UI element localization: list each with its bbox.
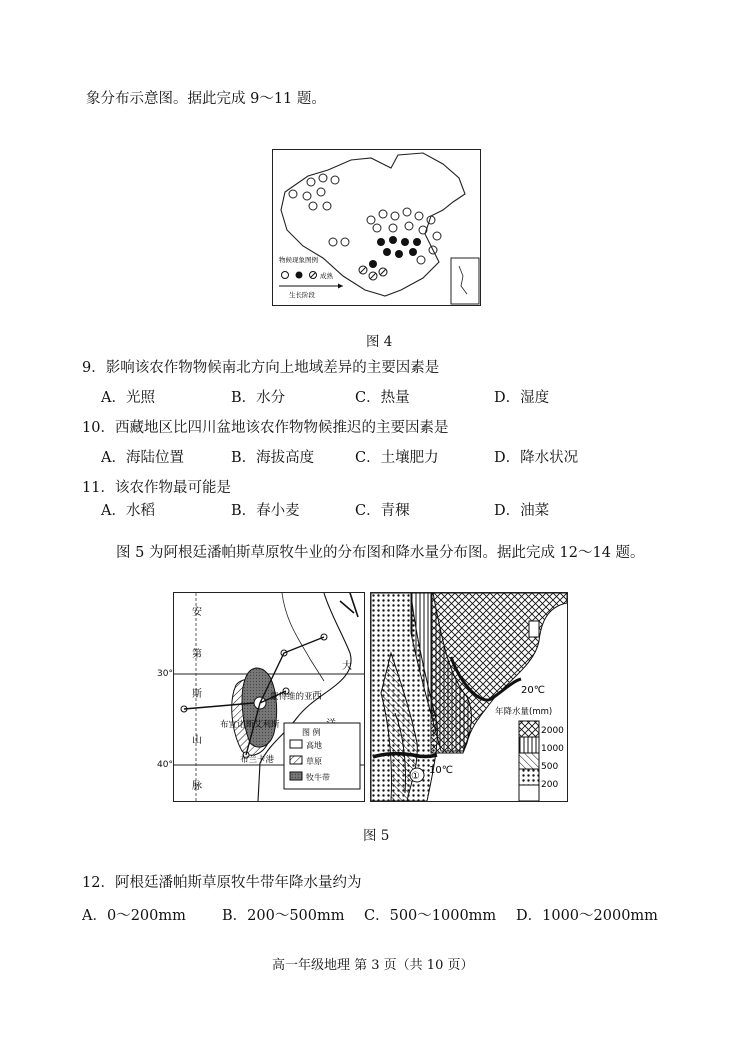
q9-option-a: A．光照 [101,390,155,406]
legend-upland: 高地 [306,741,322,750]
page-footer: 高一年级地理 第 3 页（共 10 页） [272,958,474,973]
intro-line: 象分布示意图。据此完成 9～11 题。 [86,91,326,107]
q11-stem: 11．该农作物最可能是 [82,480,231,496]
legend-arrow-label: 生长阶段 [289,291,315,299]
bahia-blanca-label: 布兰卡港 [240,755,275,765]
q12-stem: 12．阿根廷潘帕斯草原牧牛带年降水量约为 [82,875,362,891]
precip-2000: 2000 [541,726,564,736]
q9-stem: 9．影响该农作物物候南北方向上地域差异的主要因素是 [82,360,440,376]
lat-30-outer: 30° [157,669,173,679]
figure-4-caption: 图 4 [366,334,393,350]
andes-char-5: 脉 [192,781,202,792]
q12-option-d: D．1000～2000mm [516,908,658,924]
china-phenology-map [273,150,480,305]
precip-1000: 1000 [541,744,564,754]
figure-5-intro: 图 5 为阿根廷潘帕斯草原牧牛业的分布图和降水量分布图。据此完成 12～14 题。 [116,545,645,561]
q9-option-d: D．湿度 [494,390,550,406]
rosario-label: 蒙得维的亚 [270,692,313,702]
q10-option-b: B．海拔高度 [231,450,315,466]
q11-option-d: D．油菜 [494,503,550,519]
q10-option-a: A．海陆位置 [101,450,184,466]
figure-5-caption: 图 5 [363,828,390,844]
precip-500: 500 [541,762,559,772]
ocean-char-1: 大 [342,661,352,672]
figure-4-map [272,149,481,306]
q12-option-b: B．200～500mm [222,908,345,924]
legend-mature: 成熟 [320,272,333,280]
legend-title: 物候现象图例 [279,256,318,264]
andes-char-1: 安 [192,607,202,618]
q11-option-b: B．春小麦 [231,503,300,519]
precip-legend-title: 年降水量(mm) [495,707,553,717]
q9-option-b: B．水分 [231,390,286,406]
q10-stem: 10．西藏地区比四川盆地该农作物物候推迟的主要因素是 [82,420,449,436]
q12-option-a: A．0～200mm [82,908,186,924]
andes-char-3: 斯 [192,689,202,700]
buenos-aires-label: 布宜诺斯艾利斯 [220,720,280,730]
pampas-cattle-map-svg [174,593,364,801]
andes-char-4: 山 [192,735,202,746]
precip-200: 200 [541,780,559,790]
pampas-cattle-map [173,592,365,802]
mark-1: ① [411,771,420,782]
precipitation-map-svg [371,593,567,801]
ocean-char-2: 西 [312,691,322,702]
isotherm-10: 10℃ [429,765,453,776]
left-legend-title: 图 例 [302,728,321,737]
isotherm-20: 20℃ [521,685,545,696]
q12-option-c: C．500～1000mm [364,908,497,924]
legend-cattle-belt: 牧牛带 [306,773,330,782]
andes-char-2: 第 [192,649,202,660]
q10-option-d: D．降水状况 [494,450,579,466]
q10-option-c: C．土壤肥力 [355,450,439,466]
q11-option-c: C．青稞 [355,503,410,519]
legend-grassland: 草原 [306,757,322,766]
lat-40-outer: 40° [157,760,173,770]
q9-option-c: C．热量 [355,390,410,406]
precipitation-map [370,592,568,802]
q11-option-a: A．水稻 [101,503,155,519]
